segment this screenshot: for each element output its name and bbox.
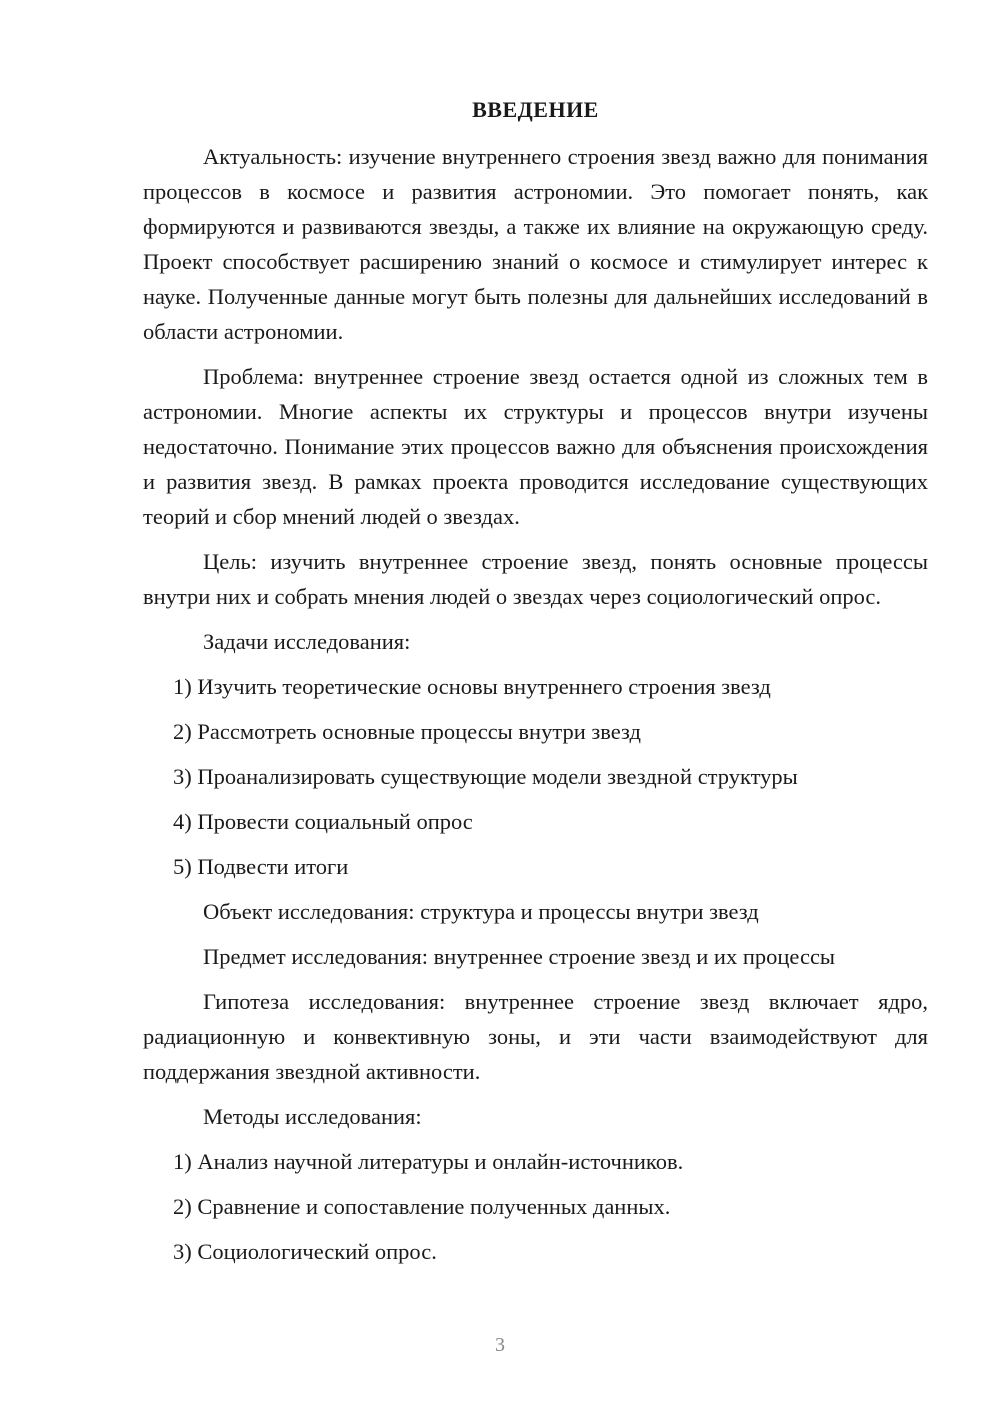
goal-paragraph: Цель: изучить внутреннее строение звезд, понять основные процессы внутри них и собрать мнения людей о звездах через социологический опрос.	[143, 549, 928, 609]
task-item-5: 5) Подвести итоги	[173, 854, 349, 879]
relevance-paragraph: Актуальность: изучение внутреннего строения звезд важно для понимания процессов в космосе и развития астрономии. Это помогает понять, как формируются и развиваются звезды, а также их влияние на окружающую среду. Проект способствует расширению знаний о космосе и стимулирует интерес к науке. Полученные данные могут быть полезны для дальнейших исследований в области астрономии.	[143, 144, 928, 344]
method-item-3: 3) Социологический опрос.	[173, 1239, 437, 1264]
problem-paragraph: Проблема: внутреннее строение звезд остается одной из сложных тем в астрономии. Многие аспекты их структуры и процессов внутри изучены недостаточно. Понимание этих процессов важно для объяснения происхождения и развития звезд. В рамках проекта проводится исследование существующих теорий и сбор мнений людей о звездах.	[143, 364, 928, 529]
page-number: 3	[495, 1334, 505, 1356]
hypothesis-paragraph: Гипотеза исследования: внутреннее строение звезд включает ядро, радиационную и конвективную зоны, и эти части взаимодействуют для поддержания звездной активности.	[143, 989, 928, 1084]
method-item-1: 1) Анализ научной литературы и онлайн-источников.	[173, 1149, 684, 1174]
document-page	[143, 96, 928, 1279]
tasks-title: Задачи исследования:	[203, 629, 411, 654]
task-item-2: 2) Рассмотреть основные процессы внутри звезд	[173, 719, 641, 744]
method-item-2: 2) Сравнение и сопоставление полученных данных.	[173, 1194, 671, 1219]
task-item-1: 1) Изучить теоретические основы внутреннего строения звезд	[173, 674, 771, 699]
section-heading: ВВЕДЕНИЕ	[472, 97, 599, 122]
object-paragraph: Объект исследования: структура и процессы внутри звезд	[203, 899, 759, 924]
subject-paragraph: Предмет исследования: внутреннее строение звезд и их процессы	[203, 944, 836, 969]
task-item-3: 3) Проанализировать существующие модели звездной структуры	[173, 764, 798, 789]
methods-title: Методы исследования:	[203, 1104, 422, 1129]
task-item-4: 4) Провести социальный опрос	[173, 809, 473, 834]
